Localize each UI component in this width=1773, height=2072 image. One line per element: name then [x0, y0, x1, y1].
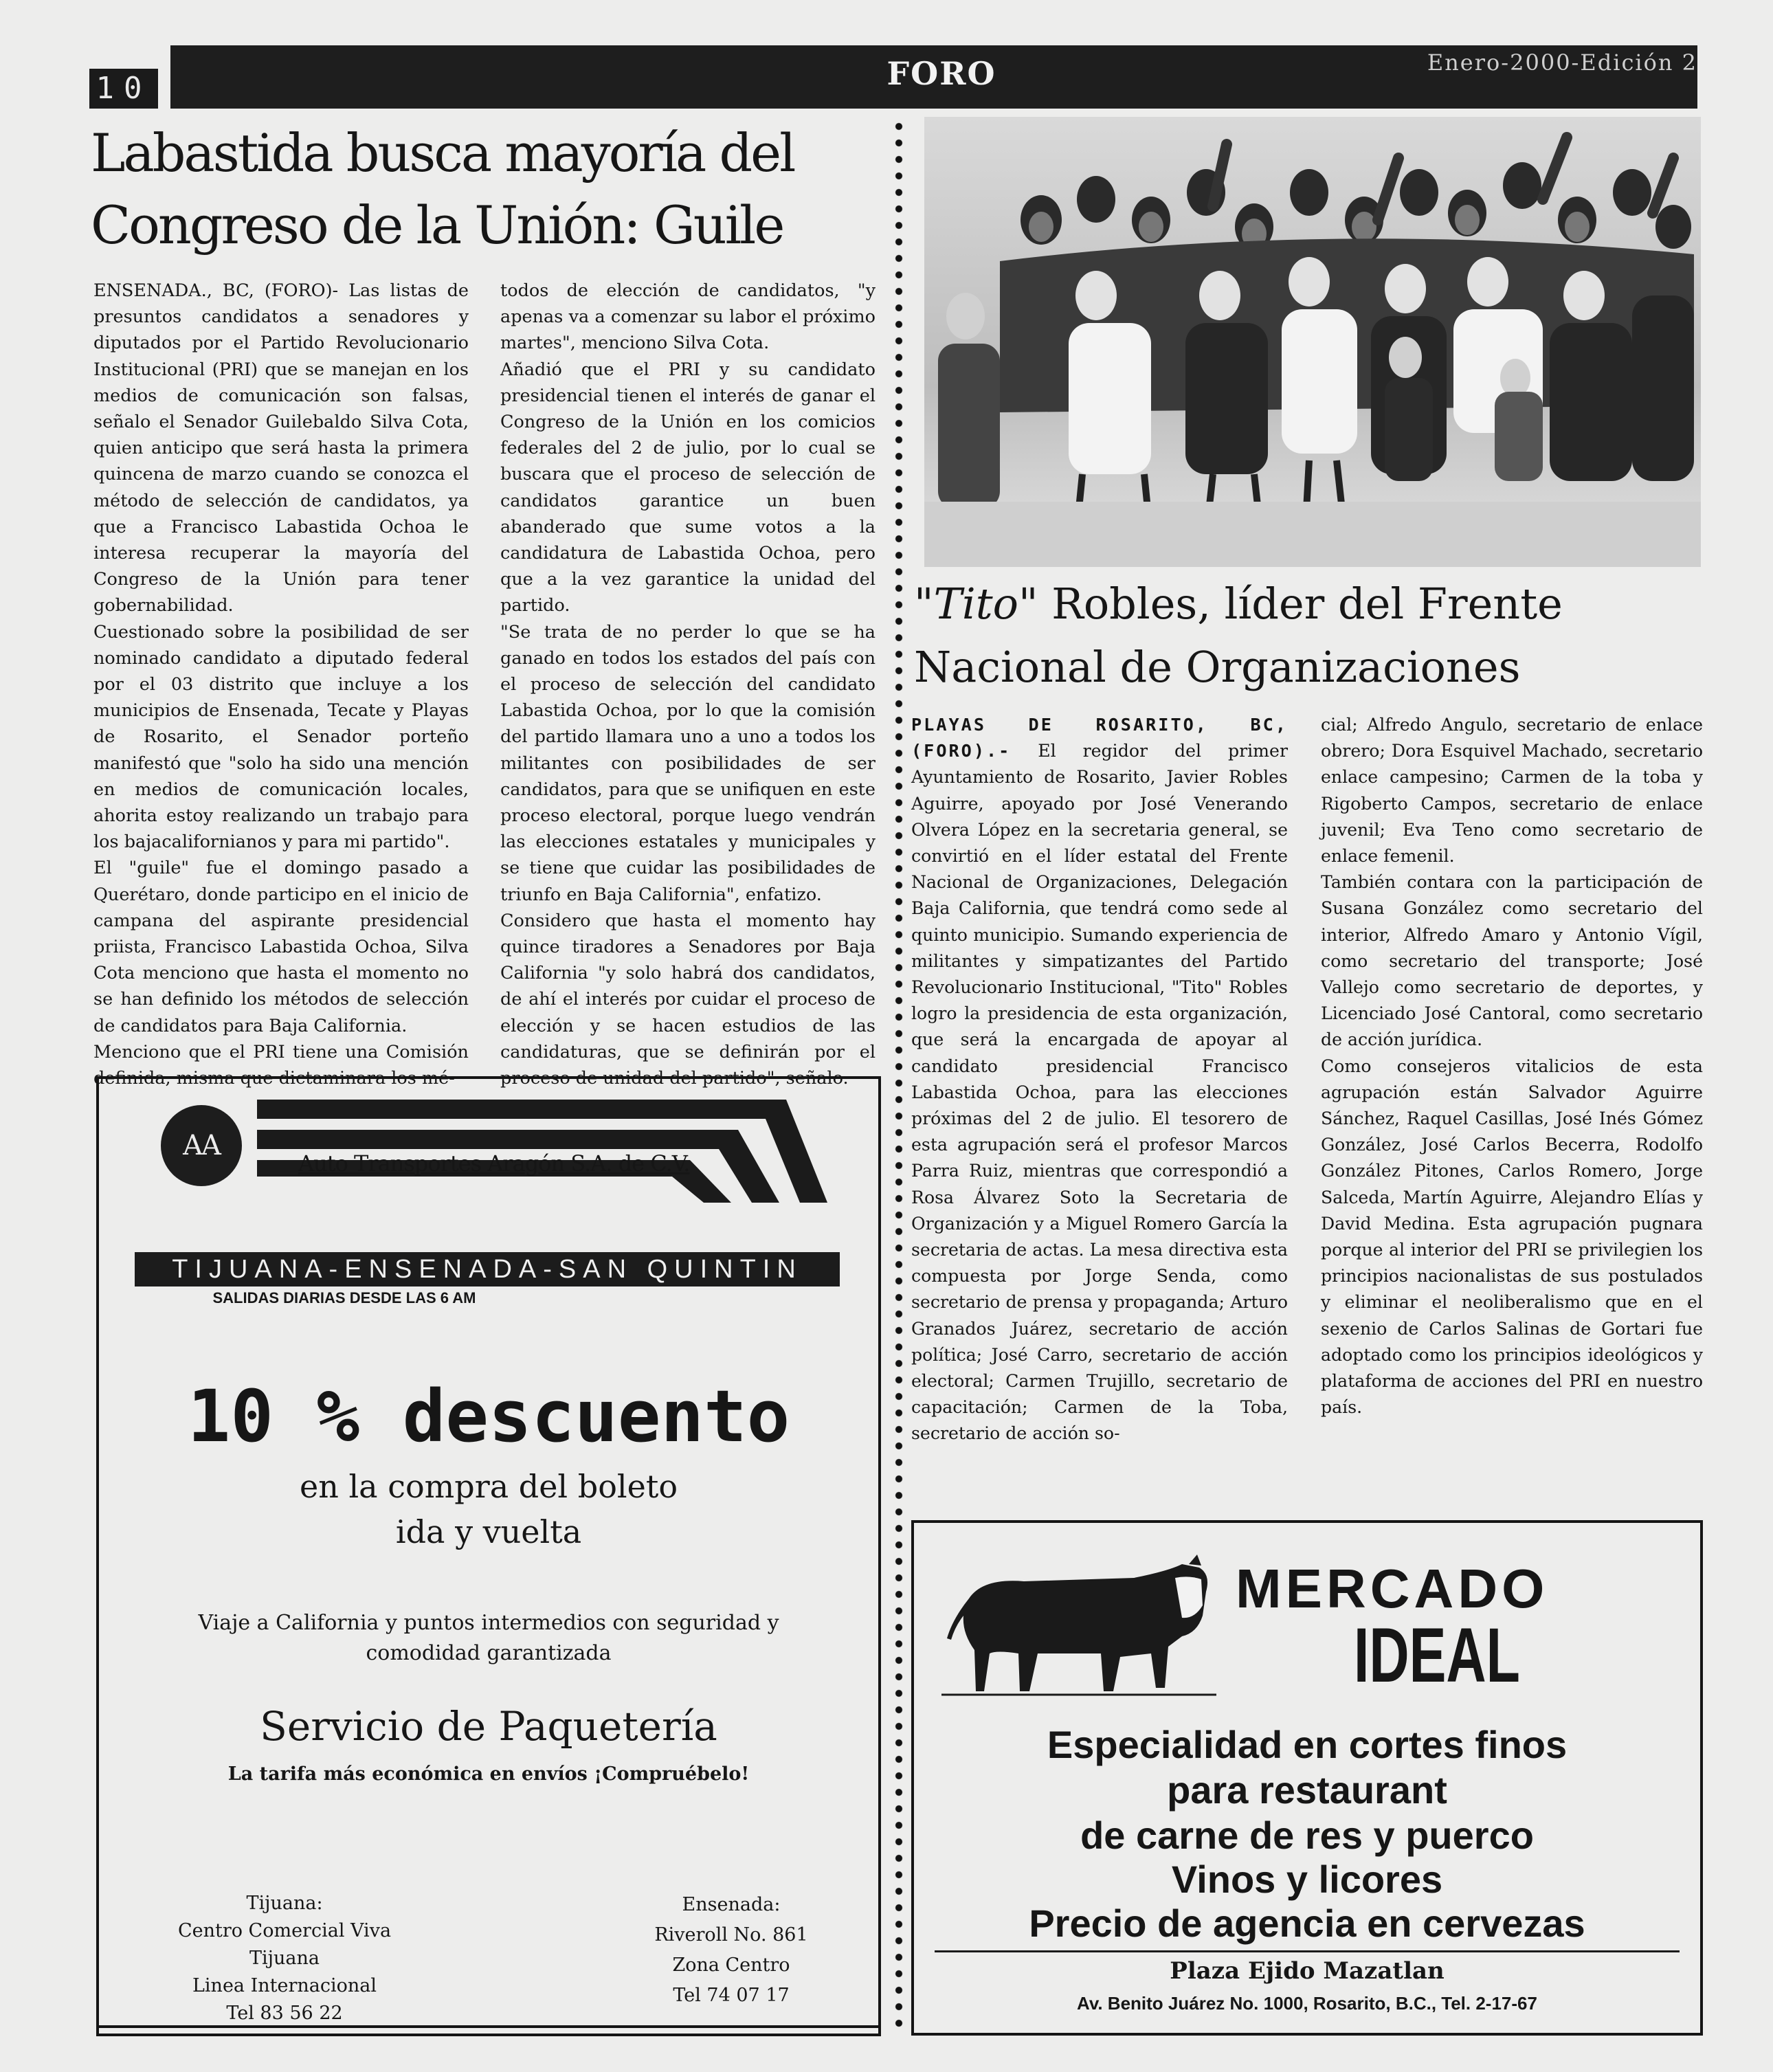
article1-paragraph: Considero que hasta el momento hay quince tiradores a Senadores por Baja California "y solo habrá dos candidatos, de ahí el interés por cuidar el proceso de elección y se hacen estudios de las candidaturas, que se definirán por el proceso de unidad del partido", señalo. [500, 910, 876, 1089]
article2-headline-line1 [914, 579, 1704, 629]
aragon-discount-sub1: en la compra del boleto [299, 1468, 678, 1505]
article2-paragraph: cial; Alfredo Angulo, secretario de enlace obrero; Dora Esquivel Machado, secretario enlace campesino; Carmen de la toba y Rigoberto Campos, secretario de enlace juvenil; Eva Teno como secretario de enlace femenil. [1321, 715, 1703, 867]
aragon-departures: SALIDAS DIARIAS DESDE LAS 6 AM [212, 1289, 476, 1306]
edition-label: Enero-2000-Edición 2 [1427, 49, 1697, 76]
address-line: Centro Comercial Viva Tijuana [177, 1920, 392, 1969]
address-line: Riveroll No. 861 [654, 1924, 808, 1946]
aragon-ensenada-address [628, 1890, 834, 2011]
mercado-title: MERCADO [1236, 1558, 1549, 1619]
ad-aragon [96, 1076, 881, 2036]
article1-paragraph: El "guile" fue el domingo pasado a Querétaro, donde participo en el inicio de campana del aspirante presidencial priista, Francisco Labastida Ochoa, Silva Cota menciono que hasta el momento no se han definido los métodos de selección de candidatos para Baja California. [93, 858, 469, 1036]
mercado-line2: para restaurant [1167, 1768, 1447, 1812]
article2-headline-rest: Robles, líder del Frente [1038, 579, 1563, 629]
aragon-tijuana-address [147, 1890, 422, 2027]
article1-paragraph: Añadió que el PRI y su candidato presidencial tienen el interés de ganar el Congreso de la Unión en los comicios federales del 2 de julio, por lo cual se buscara que el proceso de selección de candidatos garantice un buen abanderado que sume votos a la candidatura de Labastida Ochoa, pero que a la vez garantice la unidad del partido. [500, 359, 876, 616]
aragon-discount-sub2: ida y vuelta [395, 1513, 582, 1550]
mercado-rule [935, 1950, 1680, 1952]
article1-paragraph: ENSENADA., BC, (FORO)- Las listas de presuntos candidatos a senadores y diputados por el Partido Revolucionario Institucional (PRI) que se manejan en los medios de comunicación son falsas, señalo el Senador Guilebaldo Silva Cota, quien anticipo que será hasta la primera quincena de marzo cuando se conozca el método de selección de candidatos, ya que a Francisco Labastida Ochoa le interesa recuperar la mayoría del Congreso de la Unión para tener gobernabilidad. [93, 280, 469, 616]
article2-dateline: PLAYAS DE ROSARITO, BC, (FORO).- [911, 715, 1288, 761]
address-line: Tel 74 07 17 [673, 1985, 790, 2006]
address-line: Tel 83 56 22 [226, 2003, 343, 2024]
aragon-parcel-sub: La tarifa más económica en envíos ¡Compruébelo! [227, 1763, 750, 1785]
column-divider [895, 118, 903, 2036]
ad-bottom-rule [99, 2025, 878, 2028]
ad-mercado-ideal [911, 1520, 1703, 2036]
section-title: FORO [886, 55, 996, 92]
mercado-line3: de carne de res y puerco [1080, 1814, 1534, 1857]
article2-paragraph: El regidor del primer Ayuntamiento de Rosarito, Javier Robles Aguirre, apoyado por José Venerando Olvera López en la secretaria general, se convirtió en el líder estatal del Frente Nacional de Organizaciones, Delegación Baja California, que tendrá como sede al quinto municipio. Sumando experiencia de militantes y simpatizantes del Partido Revolucionario Institucional, "Tito" Robles logro la presidencia de esta organización, que será la encargada de apoyar al candidato presidencial Francisco Labastida Ochoa, para las elecciones próximas del 2 de julio. El tesorero de esta agrupación será el profesor Marcos Parra Ruiz, mientras que correspondió a Rosa Álvarez Soto la Secretaria de Organización y a Miguel Romero García la secretaria de actas. La mesa directiva esta compuesta por Jorge Senda, como secretario de prensa y propaganda; Arturo Granados Juárez, secretario de acción política; José Carro, secretario de acción electoral; Carmen Trujillo, secretario de capacitación; Carmen de la Toba, secretario de acción so- [911, 741, 1288, 1444]
aragon-logo: AA [161, 1105, 242, 1186]
mercado-line1: Especialidad en cortes finos [1047, 1723, 1568, 1766]
address-line: Linea Internacional [192, 1975, 377, 1996]
article1-paragraph: Menciono que el PRI tiene una Comisión definida, misma que dictaminara los mé- [93, 1041, 469, 1089]
group-photo-image [924, 117, 1701, 567]
aragon-parcel-title: Servicio de Paquetería [260, 1703, 717, 1750]
aragon-discount: 10 % descuento [187, 1374, 790, 1458]
article1-column-1 [93, 278, 469, 1089]
article2-paragraph: Como consejeros vitalicios de esta agrupación están Salvador Aguirre Sánchez, Raquel Casillas, José Inés Gómez González, José Carlos Becerra, Rodolfo González Pitones, Carlos Romero, Jorge Salceda, Martín Aguirre, Alejandro Elías y David Medina. Esta agrupación pugnara porque al interior del PRI se privilegien los principios nacionalistas de sus postulados y eliminar el neoliberalismo que en el sexenio de Carlos Salinas de Gortari fue adoptado como los principios ideológicos y plataforma de acciones del PRI en nuestro país. [1321, 1056, 1703, 1418]
article2-column-1 [911, 712, 1288, 1513]
article2-headline-line2: Nacional de Organizaciones [914, 642, 1521, 692]
article1-paragraph: "Se trata de no perder lo que se ha ganado en todos los estados del país con el proceso de selección del candidato Labastida Ochoa, por lo que la comisión del partido llamara uno a uno a todos los militantes con posibilidades de ser candidatos, para que se unifiquen en este proceso electoral, porque luego vendrán las elecciones estatales y municipales y se tiene que cuidar las posibilidades de triunfo en Baja California", enfatizo. [500, 621, 876, 905]
article2-paragraph: También contara con la participación de Susana González como secretario del interior, Alfredo Amaro y Antonio Vígil, como secretario del transporte; José Vallejo como secretario de deportes, y Licenciado José Cantoral, como secretario de acción jurídica. [1321, 872, 1703, 1050]
aragon-company: Auto Transportes Aragón S.A. de C.V. [298, 1150, 690, 1177]
aragon-travel-line1: Viaje a California y puntos intermedios con seguridad y [198, 1611, 779, 1635]
address-line: Zona Centro [672, 1954, 790, 1976]
group-photo [924, 117, 1701, 567]
mercado-plaza: Plaza Ejido Mazatlan [1170, 1957, 1445, 1985]
article1-paragraph: todos de elección de candidatos, "y apenas va a comenzar su labor el próximo martes", menciono Silva Cota. [500, 280, 876, 354]
article1-headline-line1: Labastida busca mayoría del [91, 122, 794, 183]
mercado-line4: Vinos y licores [1171, 1858, 1443, 1901]
ideal-title: IDEAL [1354, 1612, 1520, 1698]
bull-icon [941, 1550, 1216, 1715]
article1-column-2 [500, 278, 876, 1089]
article1-paragraph: Cuestionado sobre la posibilidad de ser nominado candidato a diputado federal por el 03 distrito que incluye a los municipios de Ensenada, Tecate y Playas de Rosarito, el Senador porteño manifestó que "solo ha sido una mención en medios de comunicación locales, ahorita estoy realizando un trabajo para los bajacalifornianos y para mi partido". [93, 621, 469, 853]
mercado-address: Av. Benito Juárez No. 1000, Rosarito, B.C., Tel. 2-17-67 [1077, 1993, 1537, 2014]
aragon-travel-line2: comodidad garantizada [366, 1641, 612, 1665]
address-line: Tijuana: [246, 1893, 323, 1914]
article1-headline-line2: Congreso de la Unión: Guile [91, 194, 783, 256]
article2-column-2 [1321, 712, 1703, 1513]
address-line: Ensenada: [682, 1894, 781, 1915]
page-number: 10 [89, 69, 158, 109]
mercado-line5: Precio de agencia en cervezas [1029, 1902, 1585, 1945]
aragon-route: TIJUANA-ENSENADA-SAN QUINTIN [135, 1252, 840, 1286]
article2-headline-quote: "Tito" [914, 579, 1038, 629]
